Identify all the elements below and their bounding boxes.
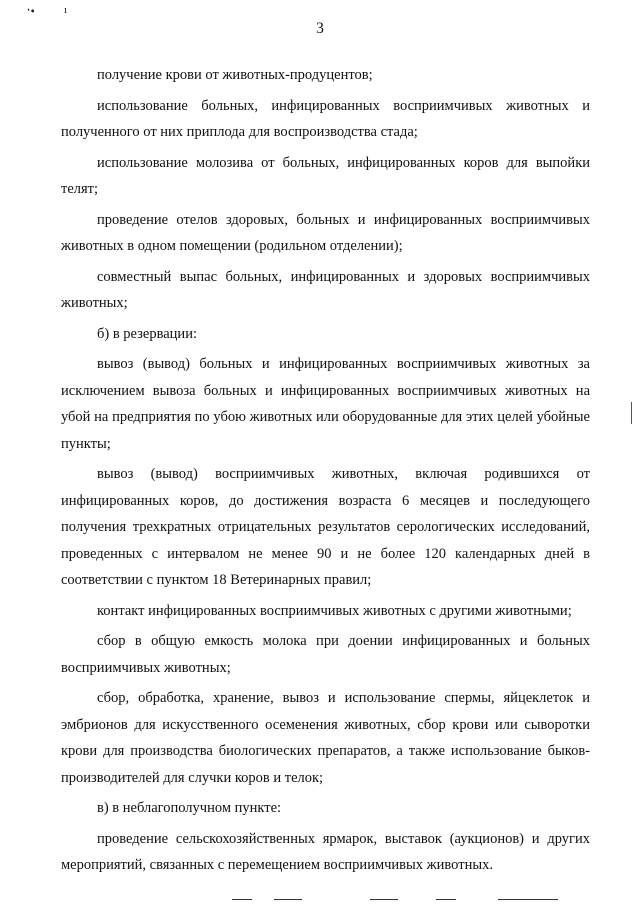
scan-line (232, 899, 252, 900)
paragraph: проведение сельскохозяйственных ярмарок, выставок (аукционов) и других мероприятий, связанных с перемещением восприимчивых животных. (61, 830, 590, 873)
paragraph: вывоз (вывод) больных и инфицированных восприимчивых животных за исключением вывоза больных и инфицированных восприимчивых животных на убой на предприятия по убою животных или оборудованные для этих целей убойные пункты; (61, 356, 590, 452)
scan-bottom-marks (0, 899, 640, 902)
paragraph: вывоз (вывод) восприимчивых животных, включая родившихся от инфицированных коров, до достижения возраста 6 месяцев и последующего получения трехкратных отрицательных результатов серологических исследований, проведенных с интервалом не менее 90 и не более 120 календарных дней в соответствии с пунктом 18 Ветеринарных правил; (61, 466, 590, 588)
paragraph: использование молозива от больных, инфицированных коров для выпойки телят; (61, 154, 590, 197)
paragraph: совместный выпас больных, инфицированных и здоровых восприимчивых животных; (61, 268, 590, 311)
paragraph: использование больных, инфицированных восприимчивых животных и полученного от них приплода для воспроизводства стада; (61, 97, 590, 140)
section-heading: в) в неблагополучном пункте: (97, 800, 282, 816)
page-number: 3 (316, 20, 324, 37)
scan-mark: '• (26, 5, 37, 19)
paragraph: проведение отелов здоровых, больных и инфицированных восприимчивых животных в одном помещении (родильном отделении); (61, 211, 590, 254)
scan-line (274, 899, 302, 900)
scan-line (498, 899, 558, 900)
paragraph: сбор в общую емкость молока при доении инфицированных и больных восприимчивых животных; (61, 633, 590, 676)
body-text (61, 62, 590, 883)
scan-mark: ı (64, 4, 68, 16)
scan-line (370, 899, 398, 900)
scan-speck (631, 402, 632, 424)
scan-line (436, 899, 456, 900)
section-heading: б) в резервации: (97, 325, 197, 342)
paragraph: получение крови от животных-продуцентов; (97, 67, 373, 83)
paragraph: сбор, обработка, хранение, вывоз и использование спермы, яйцеклеток и эмбрионов для искусственного осеменения животных, сбор крови или сыворотки крови для производства биологических препаратов, а также использование быков-производителей для случки коров и телок; (61, 690, 590, 786)
paragraph: контакт инфицированных восприимчивых животных с другими животными; (97, 602, 572, 619)
